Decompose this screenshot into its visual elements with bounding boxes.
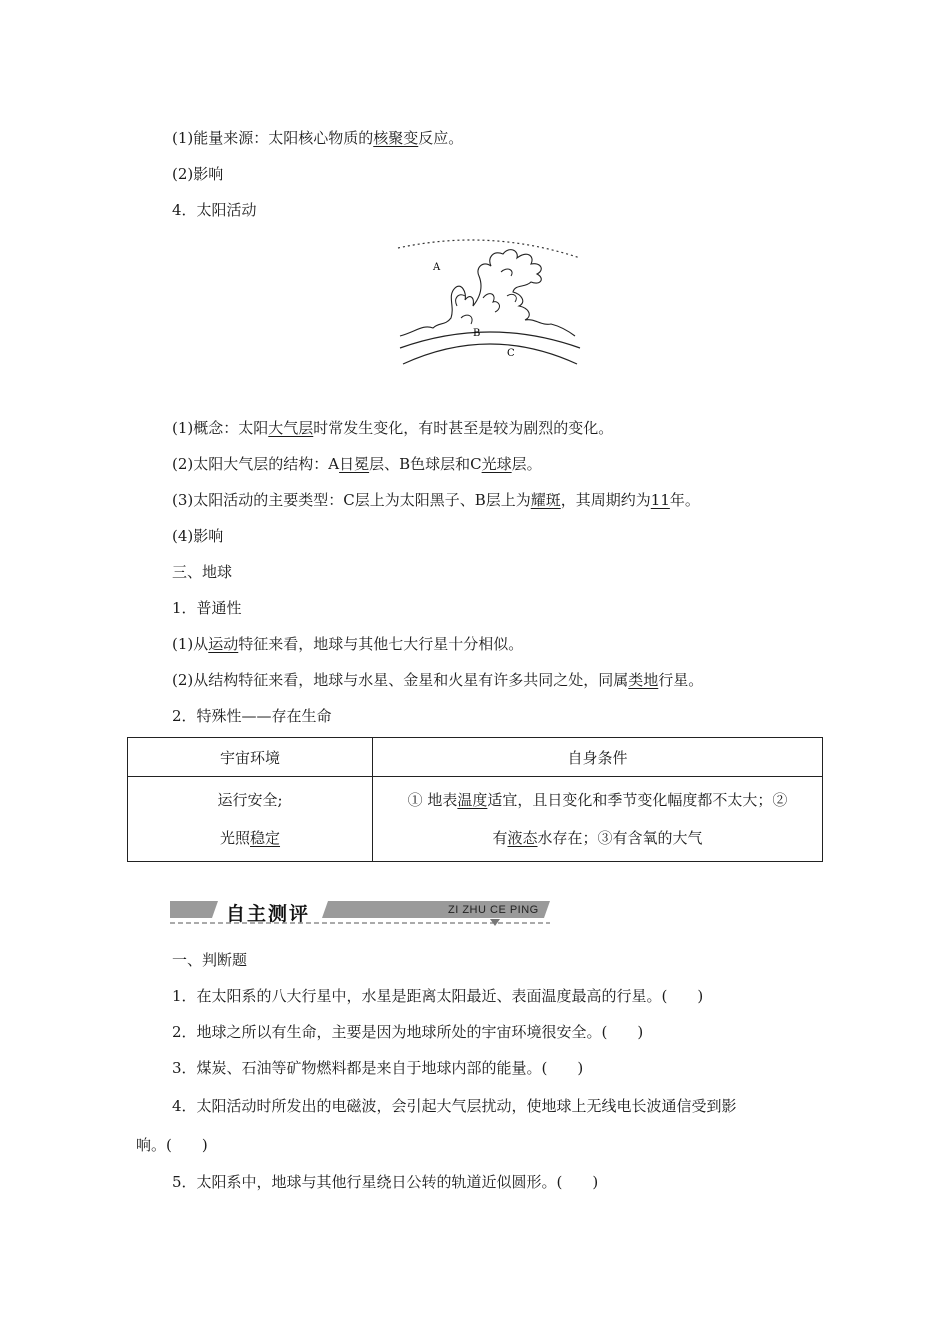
temperature-suffix: 适宜，且日变化和季节变化幅度都不太大；② <box>487 791 788 809</box>
types-line <box>172 490 700 510</box>
structure-earth-line <box>172 670 703 690</box>
answer-motion: 运动 <box>208 635 239 653</box>
header-own-conditions: 自身条件 <box>373 738 823 777</box>
photosphere-outer-arc <box>400 332 580 348</box>
answer-period: 11 <box>650 491 670 509</box>
quiz-item-5: 5．太阳系中，地球与其他行星绕日公转的轨道近似圆形。( ) <box>172 1173 599 1191</box>
structure-mid: 层、B色球层和C <box>369 455 482 473</box>
motion-suffix: 特征来看，地球与其他七大行星十分相似。 <box>238 635 524 653</box>
answer-stable: 稳定 <box>250 829 281 847</box>
answer-terrestrial: 类地 <box>628 671 659 689</box>
concept-suffix: 时常发生变化，有时甚至是较为剧烈的变化。 <box>313 419 614 437</box>
concept-line <box>172 418 613 438</box>
answer-photosphere: 光球 <box>481 455 512 473</box>
types-mid: ，其周期约为 <box>560 491 651 509</box>
quiz-item-4-line1: 4．太阳活动时所发出的电磁波，会引起大气层扰动，使地球上无线电长波通信受到影 <box>172 1097 737 1115</box>
banner-subtitle: ZI ZHU CE PING <box>448 904 539 916</box>
energy-source-suffix: 反应。 <box>418 129 464 147</box>
answer-flare: 耀斑 <box>530 491 561 509</box>
types-prefix: (3)太阳活动的主要类型：C层上为太阳黑子、B层上为 <box>172 491 531 509</box>
motion-prefix: (1)从 <box>172 635 209 653</box>
cell-cosmic-environment <box>128 777 373 862</box>
energy-source-text: (1)能量来源：太阳核心物质的 <box>172 129 374 147</box>
corona-boundary-dashed <box>398 240 580 258</box>
answer-corona: 日冕 <box>339 455 370 473</box>
label-b: B <box>473 328 481 339</box>
quiz-heading: 一、判断题 <box>172 951 248 969</box>
photosphere-inner-arc <box>403 344 577 364</box>
flare-filaments <box>456 269 517 324</box>
specialty-heading: 2．特殊性——存在生命 <box>172 707 332 725</box>
stable-light <box>129 819 371 857</box>
label-c: C <box>507 348 515 359</box>
label-a: A <box>433 262 441 273</box>
structure-prefix: (2)太阳大气层的结构：A <box>172 455 340 473</box>
banner-title: 自主测评 <box>226 903 311 925</box>
quiz-item-2: 2．地球之所以有生命，主要是因为地球所处的宇宙环境很安全。( ) <box>172 1023 644 1041</box>
universality-heading: 1．普通性 <box>172 599 242 617</box>
structure-line <box>172 454 542 474</box>
solar-atmosphere-diagram <box>395 236 585 381</box>
quiz-item-4-line2: 响。( ) <box>136 1136 208 1154</box>
life-conditions-table <box>127 737 823 862</box>
banner-left-bar <box>170 901 218 918</box>
answer-atmosphere: 大气层 <box>268 419 314 437</box>
influence-line: (2)影响 <box>172 165 224 183</box>
section-earth: 三、地球 <box>172 563 233 581</box>
quiz-item-1: 1．在太阳系的八大行星中，水星是距离太阳最近、表面温度最高的行星。( ) <box>172 987 704 1005</box>
quiz-item-3: 3．煤炭、石油等矿物燃料都是来自于地球内部的能量。( ) <box>172 1059 584 1077</box>
section-solar-activity: 4．太阳活动 <box>172 201 257 219</box>
impact-line: (4)影响 <box>172 527 224 545</box>
structure-suffix: 层。 <box>511 455 542 473</box>
cell-own-conditions <box>373 777 823 862</box>
answer-fusion: 核聚变 <box>373 129 419 147</box>
answer-temperature: 温度 <box>457 791 488 809</box>
motion-line <box>172 634 523 654</box>
energy-source-line <box>172 128 463 148</box>
stable-light-prefix: 光照 <box>219 829 250 847</box>
water-suffix: 水存在；③有含氧的大气 <box>537 829 703 847</box>
chromosphere-prominence <box>400 250 575 336</box>
concept-prefix: (1)概念：太阳 <box>172 419 269 437</box>
structure-earth-suffix: 行星。 <box>658 671 704 689</box>
water-line <box>374 819 821 857</box>
water-prefix: 有 <box>492 829 508 847</box>
structure-earth-prefix: (2)从结构特征来看，地球与水星、金星和火星有许多共同之处，同属 <box>172 671 629 689</box>
safe-operation: 运行安全; <box>217 791 283 809</box>
answer-liquid: 液态 <box>507 829 538 847</box>
types-suffix: 年。 <box>669 491 700 509</box>
temperature-line <box>374 781 821 819</box>
temperature-prefix: ① 地表 <box>407 791 458 809</box>
header-cosmic-environment: 宇宙环境 <box>128 738 373 777</box>
